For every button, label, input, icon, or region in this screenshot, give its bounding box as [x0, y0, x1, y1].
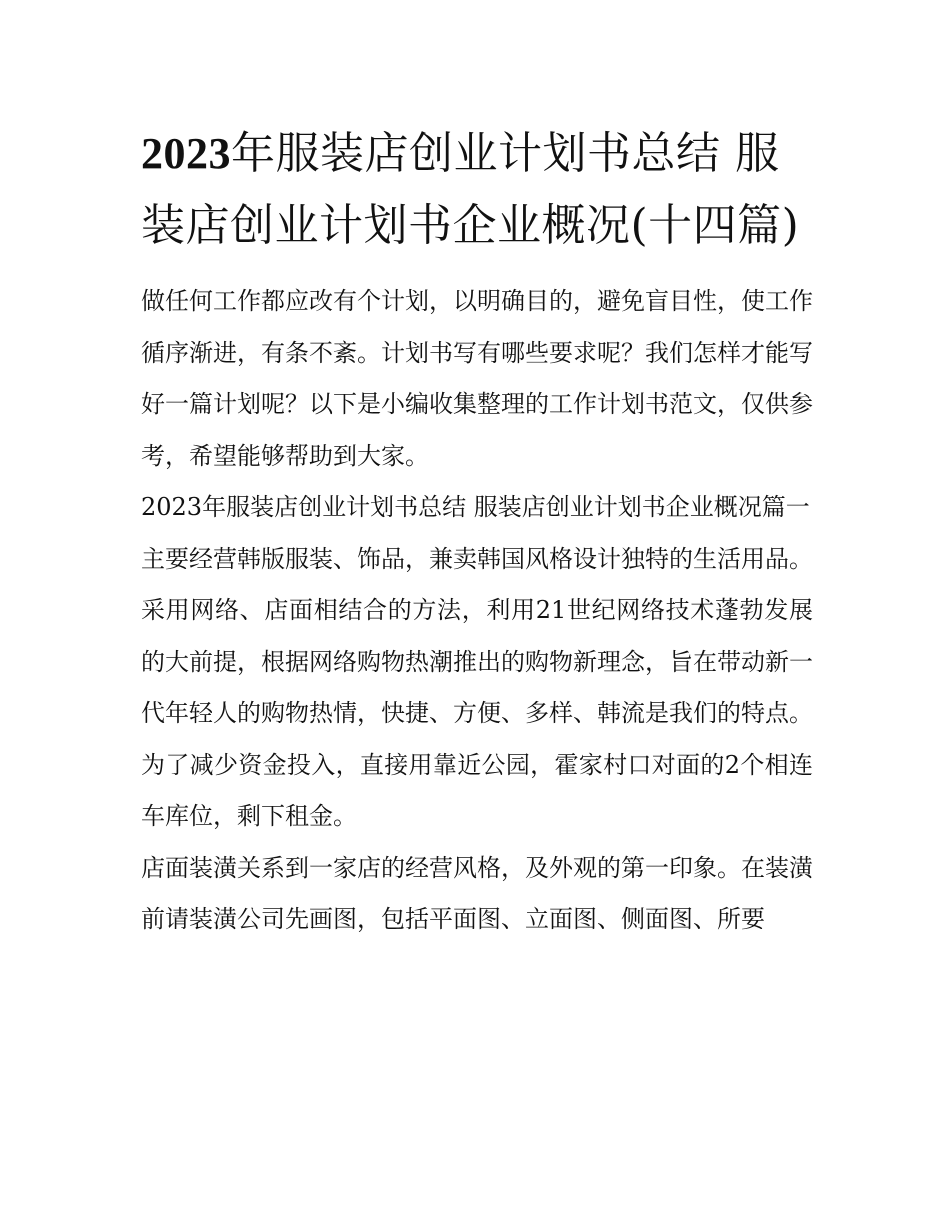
title-text: 年服装店创业计划书总结 服装店创业计划书企业概况(十四篇)	[141, 128, 800, 251]
section-heading: 2023年服装店创业计划书总结 服装店创业计划书企业概况篇一	[141, 493, 810, 521]
intro-paragraph: 做任何工作都应改有个计划，以明确目的，避免盲目性，使工作循序渐进，有条不紊。计划书写有哪些要求呢？我们怎样才能写好一篇计划呢？以下是小编收集整理的工作计划书范文，仅供参考，希望能够帮助到大家。	[141, 287, 813, 470]
body-paragraph: 主要经营韩版服装、饰品，兼卖韩国风格设计独特的生活用品。采用网络、店面相结合的方法，利用21世纪网络技术蓬勃发展的大前提，根据网络购物热潮推出的购物新理念，旨在带动新一代年轻人的购物热情，快捷、方便、多样、韩流是我们的特点。	[141, 544, 813, 727]
body-paragraph: 为了减少资金投入，直接用靠近公园，霍家村口对面的2个相连车库位，剩下租金。	[141, 750, 813, 830]
document-title	[141, 118, 813, 262]
title-year: 2023	[141, 129, 231, 178]
document-page	[141, 118, 813, 946]
body-paragraph: 店面装潢关系到一家店的经营风格，及外观的第一印象。在装潢前请装潢公司先画图，包括平面图、立面图、侧面图、所要	[141, 853, 813, 933]
